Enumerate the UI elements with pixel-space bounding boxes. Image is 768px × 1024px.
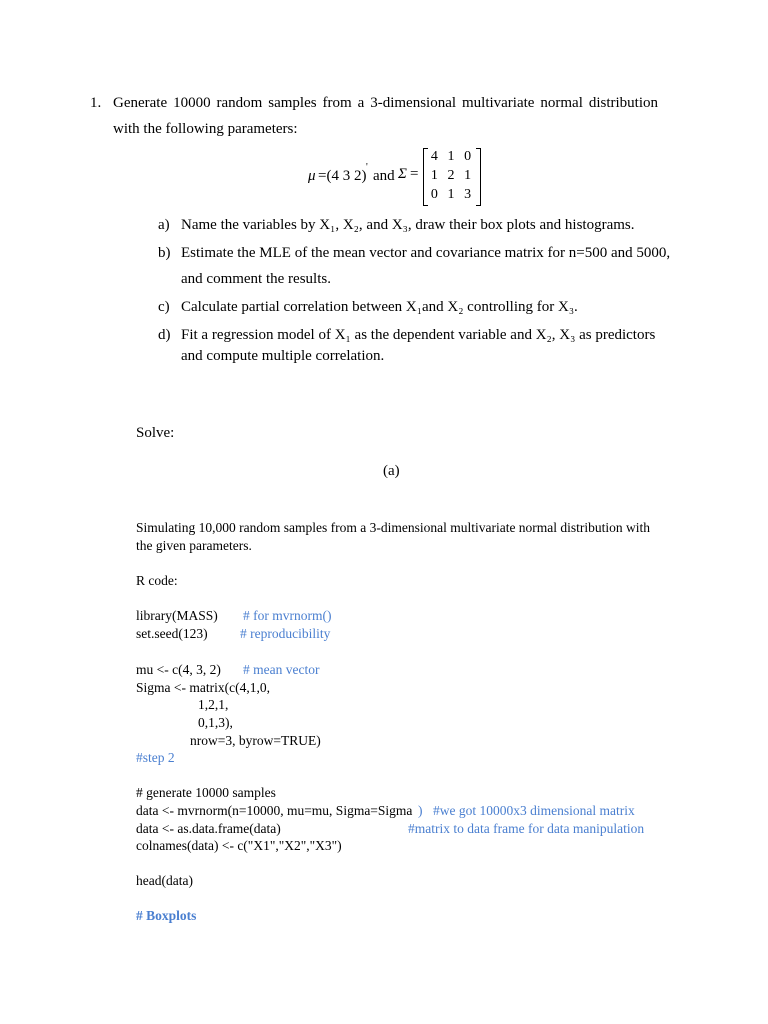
- code-set-seed: set.seed(123): [136, 626, 208, 641]
- matrix-cell: 3: [464, 187, 472, 202]
- covariance-matrix: [308, 146, 488, 206]
- code-mvrnorm: data <- mvrnorm(n=10000, mu=mu, Sigma=Sigma: [136, 803, 413, 818]
- part-b-line-1: Estimate the MLE of the mean vector and covariance matrix for n=500 and 5000,: [181, 245, 671, 261]
- matrix-row: [426, 186, 476, 204]
- code-step-comment: #step 2: [136, 750, 175, 765]
- sigma-equals: =: [410, 166, 419, 182]
- part-b-line-2: and comment the results.: [181, 271, 331, 287]
- rcode-label: R code:: [136, 573, 178, 588]
- code-boxplots-heading: # Boxplots: [136, 908, 197, 923]
- code-library: library(MASS): [136, 608, 218, 623]
- part-d-line-2: and compute multiple correlation.: [181, 348, 385, 364]
- part-b-label: b): [158, 245, 171, 261]
- code-generate-comment: # generate 10000 samples: [136, 785, 276, 800]
- matrix-cell: 1: [447, 149, 455, 164]
- matrix-cell: 4: [430, 149, 438, 164]
- and-word: and: [373, 168, 395, 184]
- section-label: (a): [383, 463, 400, 479]
- matrix-cell: 0: [430, 187, 438, 202]
- solve-heading: Solve:: [136, 425, 175, 441]
- code-paren: ): [418, 803, 423, 818]
- matrix-cell: 1: [464, 168, 472, 183]
- matrix-right-bracket: [476, 148, 481, 206]
- matrix-cell: 1: [430, 168, 438, 183]
- code-sigma-line-3: 0,1,3),: [198, 715, 233, 730]
- code-comment: # for mvrnorm(): [243, 608, 332, 623]
- code-sigma-line-1: Sigma <- matrix(c(4,1,0,: [136, 680, 270, 695]
- matrix-cell: 2: [447, 168, 455, 183]
- code-colnames: colnames(data) <- c("X1","X2","X3"): [136, 838, 342, 853]
- intro-line-1: Simulating 10,000 random samples from a 3-dimensional multivariate normal distribution with: [136, 520, 651, 535]
- matrix-row: [426, 148, 476, 166]
- mu-symbol: μ: [308, 168, 316, 184]
- part-d-line-1: Fit a regression model of X₁ as the dependent variable and X₂, X₃ as predictors: [181, 327, 656, 343]
- part-d-label: d): [158, 327, 171, 343]
- code-sigma-line-2: 1,2,1,: [198, 697, 229, 712]
- code-comment: # mean vector: [243, 662, 320, 677]
- code-comment: # reproducibility: [240, 626, 331, 641]
- part-a-text: Name the variables by X₁, X₂, and X₃, draw their box plots and histograms.: [181, 217, 635, 233]
- question-line-2: with the following parameters:: [113, 121, 298, 137]
- code-sigma-line-4: nrow=3, byrow=TRUE): [190, 733, 321, 748]
- matrix-row: [426, 167, 476, 185]
- question-line-1: Generate 10000 random samples from a 3-dimensional multivariate normal distribution: [113, 95, 658, 111]
- code-head: head(data): [136, 873, 193, 888]
- part-c-text: Calculate partial correlation between X₁and X₂ controlling for X₃.: [181, 299, 578, 315]
- part-c-label: c): [158, 299, 170, 315]
- mu-transpose-mark: ': [366, 162, 368, 173]
- code-comment: #matrix to data frame for data manipulation: [408, 821, 645, 836]
- code-mu: mu <- c(4, 3, 2): [136, 662, 221, 677]
- part-a-label: a): [158, 217, 170, 233]
- matrix-cell: 1: [447, 187, 455, 202]
- code-comment: #we got 10000x3 dimensional matrix: [433, 803, 635, 818]
- intro-line-2: the given parameters.: [136, 538, 252, 553]
- question-number: 1.: [90, 95, 102, 111]
- sigma-symbol: Σ: [398, 166, 407, 182]
- matrix-cell: 0: [464, 149, 472, 164]
- mu-value: =(4 3 2): [318, 168, 367, 184]
- code-as-data-frame: data <- as.data.frame(data): [136, 821, 281, 836]
